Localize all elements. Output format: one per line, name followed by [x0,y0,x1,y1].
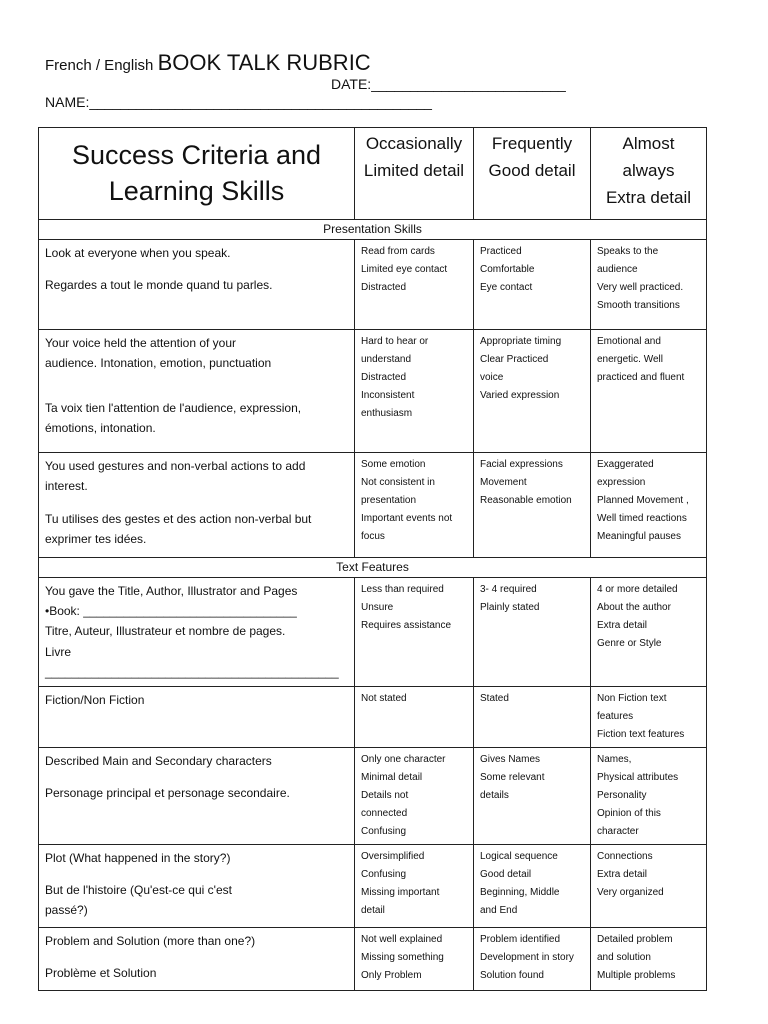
criteria-cell-line [45,374,348,386]
almost-always-cell [591,844,707,927]
section-row-text-features [39,557,707,577]
occasionally-cell-line: Distracted [361,281,407,293]
almost-always-cell-line: Emotional and [597,335,661,347]
almost-always-cell-line: Extra detail [597,619,648,631]
almost-always-cell [591,329,707,452]
almost-always-cell-line: Connections [597,850,653,862]
almost-always-cell-line: About the author [597,601,671,613]
frequently-cell-line: Problem identified [480,933,561,945]
criteria-cell-line: You gave the Title, Author, Illustrator and Pages [45,583,298,598]
almost-always-header: Almost always Extra detail [591,128,707,220]
frequently-cell-line: Solution found [480,969,544,981]
almost-always-cell-line: Smooth transitions [597,299,680,311]
occasionally-cell-line: Hard to hear or [361,335,429,347]
rubric-row [39,239,707,329]
title-prefix: French / English [45,57,154,74]
criteria-cell [39,329,355,452]
almost-always-cell-line: Very organized [597,886,664,898]
almost-always-cell-line: Non Fiction text [597,692,667,704]
criteria-cell-line: Tu utilises des gestes et des action non-verbal but [45,511,312,526]
frequently-cell [474,844,591,927]
title-main: BOOK TALK RUBRIC [157,50,371,75]
almost-always-cell-line: Extra detail [597,868,648,880]
criteria-cell-line: Look at everyone when you speak. [45,245,231,260]
criteria-cell-line: interest. [45,479,88,494]
name-field[interactable]: NAME:____________________________________________ [45,94,432,110]
occasionally-cell [355,452,474,557]
occasionally-cell-line: Not well explained [361,933,443,945]
occasionally-cell-line: Not consistent in [361,476,435,488]
criteria-cell [39,577,355,686]
occasionally-cell [355,747,474,844]
occasionally-cell-line: Less than required [361,583,444,595]
section-label: Text Features [39,557,707,577]
occasionally-cell-line: focus [361,530,385,542]
occasionally-cell [355,686,474,747]
occasionally-cell [355,329,474,452]
frequently-cell-line: Beginning, Middle [480,886,560,898]
criteria-cell-line: •Book: ________________________________ [45,603,297,618]
rubric-title [45,50,371,76]
frequently-cell-line: 3- 4 required [480,583,537,595]
criteria-cell-line: passé?) [45,903,88,918]
occasionally-cell [355,844,474,927]
frequently-cell [474,686,591,747]
frequently-cell-line: Some relevant [480,771,545,783]
almost-always-cell-line: character [597,825,639,837]
criteria-cell-line: But de l'histoire (Qu'est-ce qui c'est [45,882,232,897]
almost-always-cell-line: expression [597,476,646,488]
occasionally-cell-line: connected [361,807,408,819]
criteria-cell-line: Fiction/Non Fiction [45,692,145,707]
occasionally-cell [355,239,474,329]
criteria-cell-line [45,868,348,880]
almost-always-cell [591,747,707,844]
almost-always-cell-line: and solution [597,951,651,963]
frequently-cell-line: Stated [480,692,509,704]
criteria-cell [39,239,355,329]
rubric-row [39,927,707,990]
frequently-cell [474,927,591,990]
criteria-cell-line: Problem and Solution (more than one?) [45,933,256,948]
almost-always-cell-line: Opinion of this [597,807,661,819]
occasionally-cell-line: understand [361,353,412,365]
occasionally-cell-line: detail [361,904,385,916]
frequently-cell-line: Development in story [480,951,574,963]
almost-always-cell-line: Physical attributes [597,771,679,783]
frequently-cell-line: Good detail [480,868,532,880]
rubric-row [39,329,707,452]
rubric-row [39,452,707,557]
criteria-cell-line: Titre, Auteur, Illustrateur et nombre de pages. [45,624,286,639]
date-field[interactable]: DATE:_________________________ [331,76,566,92]
rubric-row [39,747,707,844]
occasionally-cell-line: presentation [361,494,417,506]
occasionally-cell-line: Details not [361,789,409,801]
frequently-cell-line: Clear Practiced [480,353,549,365]
criteria-cell-line: Regardes a tout le monde quand tu parles. [45,278,273,293]
almost-always-cell-line: 4 or more detailed [597,583,678,595]
criteria-cell-line: Personage principal et personage secondaire. [45,785,290,800]
frequently-cell [474,239,591,329]
criteria-cell-line [45,771,348,783]
frequently-cell-line: Plainly stated [480,601,540,613]
occasionally-cell-line: Only one character [361,753,446,765]
almost-always-cell-line: Very well practiced. [597,281,684,293]
occasionally-header: Occasionally Limited detail [355,128,474,220]
criteria-cell [39,747,355,844]
occasionally-cell-line: Missing important [361,886,440,898]
frequently-cell-line: Facial expressions [480,458,563,470]
criteria-cell-line [45,497,348,509]
occasionally-cell-line: Unsure [361,601,394,613]
occasionally-cell [355,577,474,686]
frequently-cell-line: Reasonable emotion [480,494,572,506]
occasionally-cell-line: Inconsistent [361,389,415,401]
almost-always-cell-line: Exaggerated [597,458,654,470]
criteria-cell-line: émotions, intonation. [45,420,156,435]
section-row-presentation [39,220,707,240]
almost-always-cell [591,577,707,686]
frequently-cell-line: Movement [480,476,527,488]
rubric-row [39,686,707,747]
almost-always-cell-line: Speaks to the [597,245,659,257]
frequently-cell-line: voice [480,371,504,383]
criteria-cell-line: Your voice held the attention of your [45,335,237,350]
frequently-cell-line: Practiced [480,245,522,257]
rubric-table [38,127,707,991]
occasionally-cell-line: Limited eye contact [361,263,448,275]
rubric-row [39,577,707,686]
criteria-cell-line [45,386,348,398]
frequently-cell [474,452,591,557]
section-label: Presentation Skills [39,220,707,240]
occasionally-cell-line: Confusing [361,868,407,880]
almost-always-cell-line: Meaningful pauses [597,530,681,542]
almost-always-cell-line: Well timed reactions [597,512,687,524]
occasionally-cell-line: Read from cards [361,245,435,257]
frequently-cell-line: and End [480,904,518,916]
rubric-row [39,844,707,927]
occasionally-cell-line: Requires assistance [361,619,452,631]
criteria-header: Success Criteria and Learning Skills [39,128,355,220]
frequently-cell-line: Appropriate timing [480,335,562,347]
frequently-header: Frequently Good detail [474,128,591,220]
criteria-cell [39,927,355,990]
frequently-cell-line: Eye contact [480,281,533,293]
criteria-cell-line: Problème et Solution [45,965,157,980]
almost-always-cell-line: audience [597,263,638,275]
frequently-cell-line: Gives Names [480,753,541,765]
occasionally-cell-line: Some emotion [361,458,426,470]
criteria-cell-line: Ta voix tien l'attention de l'audience, expression, [45,400,302,415]
frequently-cell-line: Logical sequence [480,850,558,862]
almost-always-cell-line: Planned Movement , [597,494,689,506]
table-header-row [39,128,707,220]
almost-always-cell [591,927,707,990]
almost-always-cell-line: Fiction text features [597,728,685,740]
criteria-cell [39,844,355,927]
frequently-cell [474,577,591,686]
almost-always-cell-line: Multiple problems [597,969,676,981]
occasionally-cell-line: Only Problem [361,969,422,981]
frequently-cell [474,329,591,452]
occasionally-cell-line: Not stated [361,692,407,704]
criteria-cell-line: ____________________________________________ [45,665,339,680]
almost-always-cell-line: features [597,710,634,722]
almost-always-cell-line: practiced and fluent [597,371,685,383]
frequently-cell-line: Comfortable [480,263,535,275]
almost-always-cell [591,452,707,557]
occasionally-cell-line: Minimal detail [361,771,423,783]
occasionally-cell-line: Missing something [361,951,444,963]
occasionally-cell-line: Oversimplified [361,850,425,862]
criteria-cell-line: You used gestures and non-verbal actions to add [45,458,306,473]
occasionally-cell-line: enthusiasm [361,407,413,419]
criteria-cell-line: Described Main and Secondary characters [45,753,272,768]
almost-always-cell-line: Names, [597,753,632,765]
criteria-cell-line: Livre [45,644,72,659]
occasionally-cell-line: Confusing [361,825,407,837]
criteria-cell-line: Plot (What happened in the story?) [45,850,231,865]
almost-always-cell [591,686,707,747]
criteria-cell-line: audience. Intonation, emotion, punctuation [45,356,272,371]
frequently-cell [474,747,591,844]
criteria-cell-line [45,263,348,275]
frequently-cell-line: Varied expression [480,389,560,401]
almost-always-cell-line: energetic. Well [597,353,663,365]
almost-always-cell-line: Personality [597,789,647,801]
frequently-cell-line: details [480,789,509,801]
occasionally-cell-line: Important events not [361,512,453,524]
almost-always-cell-line: Detailed problem [597,933,673,945]
almost-always-cell-line: Genre or Style [597,637,662,649]
occasionally-cell-line: Distracted [361,371,407,383]
occasionally-cell [355,927,474,990]
criteria-cell [39,452,355,557]
criteria-cell-line: exprimer tes idées. [45,531,147,546]
almost-always-cell [591,239,707,329]
criteria-cell [39,686,355,747]
criteria-cell-line [45,951,348,963]
